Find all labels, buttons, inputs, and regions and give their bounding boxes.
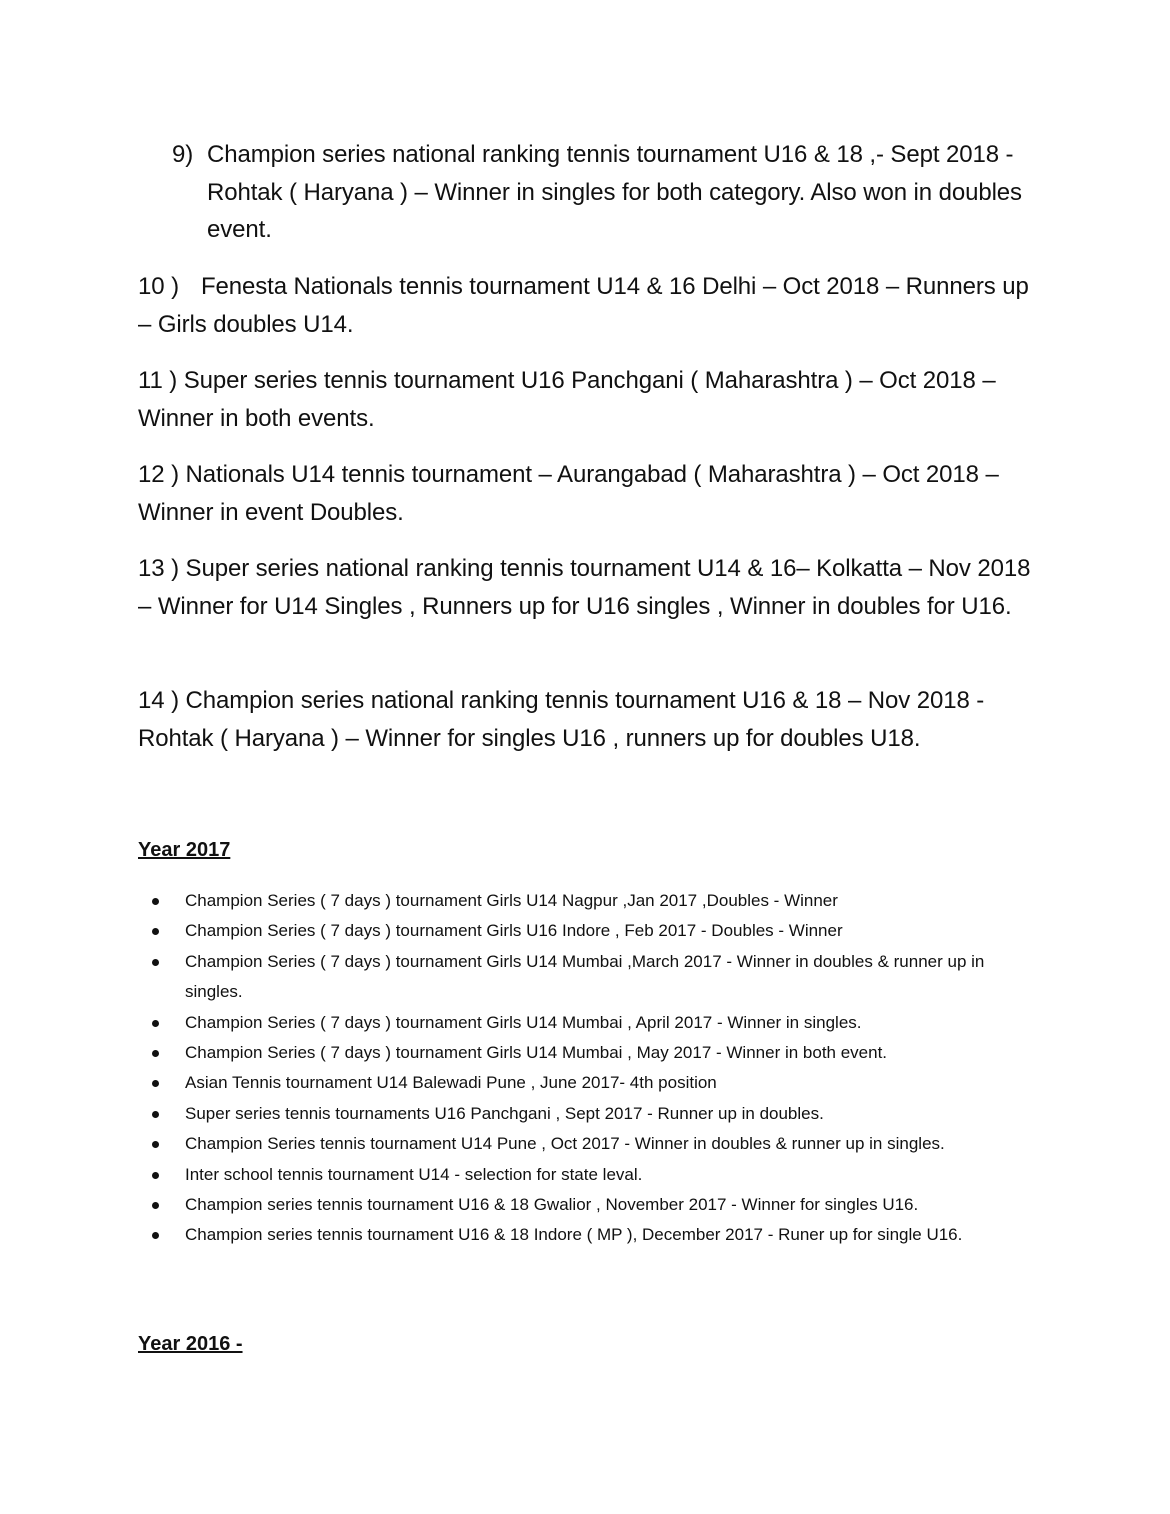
achievement-item-11	[138, 362, 1038, 437]
achievement-item-13	[138, 550, 1038, 625]
achievement-item-9	[172, 136, 1042, 249]
achievement-item-12	[138, 456, 1038, 531]
bullet-icon	[152, 1232, 159, 1239]
list-item: Champion Series ( 7 days ) tournament Girls U14 Nagpur ,Jan 2017 ,Doubles - Winner	[150, 886, 1030, 916]
item-number: 14 )	[138, 687, 179, 714]
bullet-icon	[152, 959, 159, 966]
bullet-icon	[152, 1111, 159, 1118]
item-number: 12 )	[138, 461, 179, 488]
list-item: Champion Series tennis tournament U14 Pune , Oct 2017 - Winner in doubles & runner up in singles.	[150, 1129, 1030, 1159]
item-text: Nationals U14 tennis tournament – Aurangabad ( Maharashtra ) – Oct 2018 – Winner in event Doubles.	[138, 461, 999, 526]
list-item: Champion series tennis tournament U16 & 18 Gwalior , November 2017 - Winner for singles U16.	[150, 1190, 1030, 1220]
item-number: 10 )	[138, 273, 179, 300]
achievement-item-10	[138, 268, 1038, 343]
item-text: Fenesta Nationals tennis tournament U14 & 16 Delhi – Oct 2018 – Runners up – Girls doubles U14.	[138, 273, 1029, 338]
section-heading-2016: Year 2016 -	[138, 1333, 243, 1355]
bullet-icon	[152, 898, 159, 905]
list-item: Champion Series ( 7 days ) tournament Girls U16 Indore , Feb 2017 - Doubles - Winner	[150, 916, 1030, 946]
list-item: Champion Series ( 7 days ) tournament Girls U14 Mumbai , April 2017 - Winner in singles.	[150, 1008, 1030, 1038]
list-item: Champion series tennis tournament U16 & 18 Indore ( MP ), December 2017 - Runer up for single U16.	[150, 1220, 1030, 1250]
achievements-2017-list	[150, 886, 1030, 1251]
list-item: Champion Series ( 7 days ) tournament Girls U14 Mumbai , May 2017 - Winner in both event.	[150, 1038, 1030, 1068]
list-item: Inter school tennis tournament U14 - selection for state leval.	[150, 1160, 1030, 1190]
item-number: 11 )	[138, 367, 178, 394]
section-heading-2017: Year 2017	[138, 839, 231, 861]
achievement-item-14	[138, 682, 1038, 757]
list-item: Asian Tennis tournament U14 Balewadi Pune , June 2017- 4th position	[150, 1068, 1030, 1098]
item-number: 9)	[172, 141, 194, 168]
bullet-icon	[152, 1020, 159, 1027]
item-text: Super series tennis tournament U16 Panchgani ( Maharashtra ) – Oct 2018 – Winner in both events.	[138, 367, 996, 432]
list-item: Super series tennis tournaments U16 Panchgani , Sept 2017 - Runner up in doubles.	[150, 1099, 1030, 1129]
bullet-icon	[152, 1172, 159, 1179]
item-text: Champion series national ranking tennis tournament U16 & 18 – Nov 2018 - Rohtak ( Haryana ) – Winner for singles U16 , runners up for doubles U18.	[138, 687, 985, 752]
bullet-icon	[152, 1141, 159, 1148]
bullet-icon	[152, 1202, 159, 1209]
bullet-icon	[152, 1050, 159, 1057]
item-text: Champion series national ranking tennis tournament U16 & 18 ,- Sept 2018 - Rohtak ( Haryana ) – Winner in singles for both category. Also won in doubles event.	[207, 141, 1022, 243]
bullet-icon	[152, 1080, 159, 1087]
item-text: Super series national ranking tennis tournament U14 & 16– Kolkatta – Nov 2018 – Winner for U14 Singles , Runners up for U16 singles , Winner in doubles for U16.	[138, 555, 1031, 620]
bullet-icon	[152, 928, 159, 935]
item-number: 13 )	[138, 555, 179, 582]
list-item: Champion Series ( 7 days ) tournament Girls U14 Mumbai ,March 2017 - Winner in doubles & runner up in singles.	[150, 947, 1030, 1008]
